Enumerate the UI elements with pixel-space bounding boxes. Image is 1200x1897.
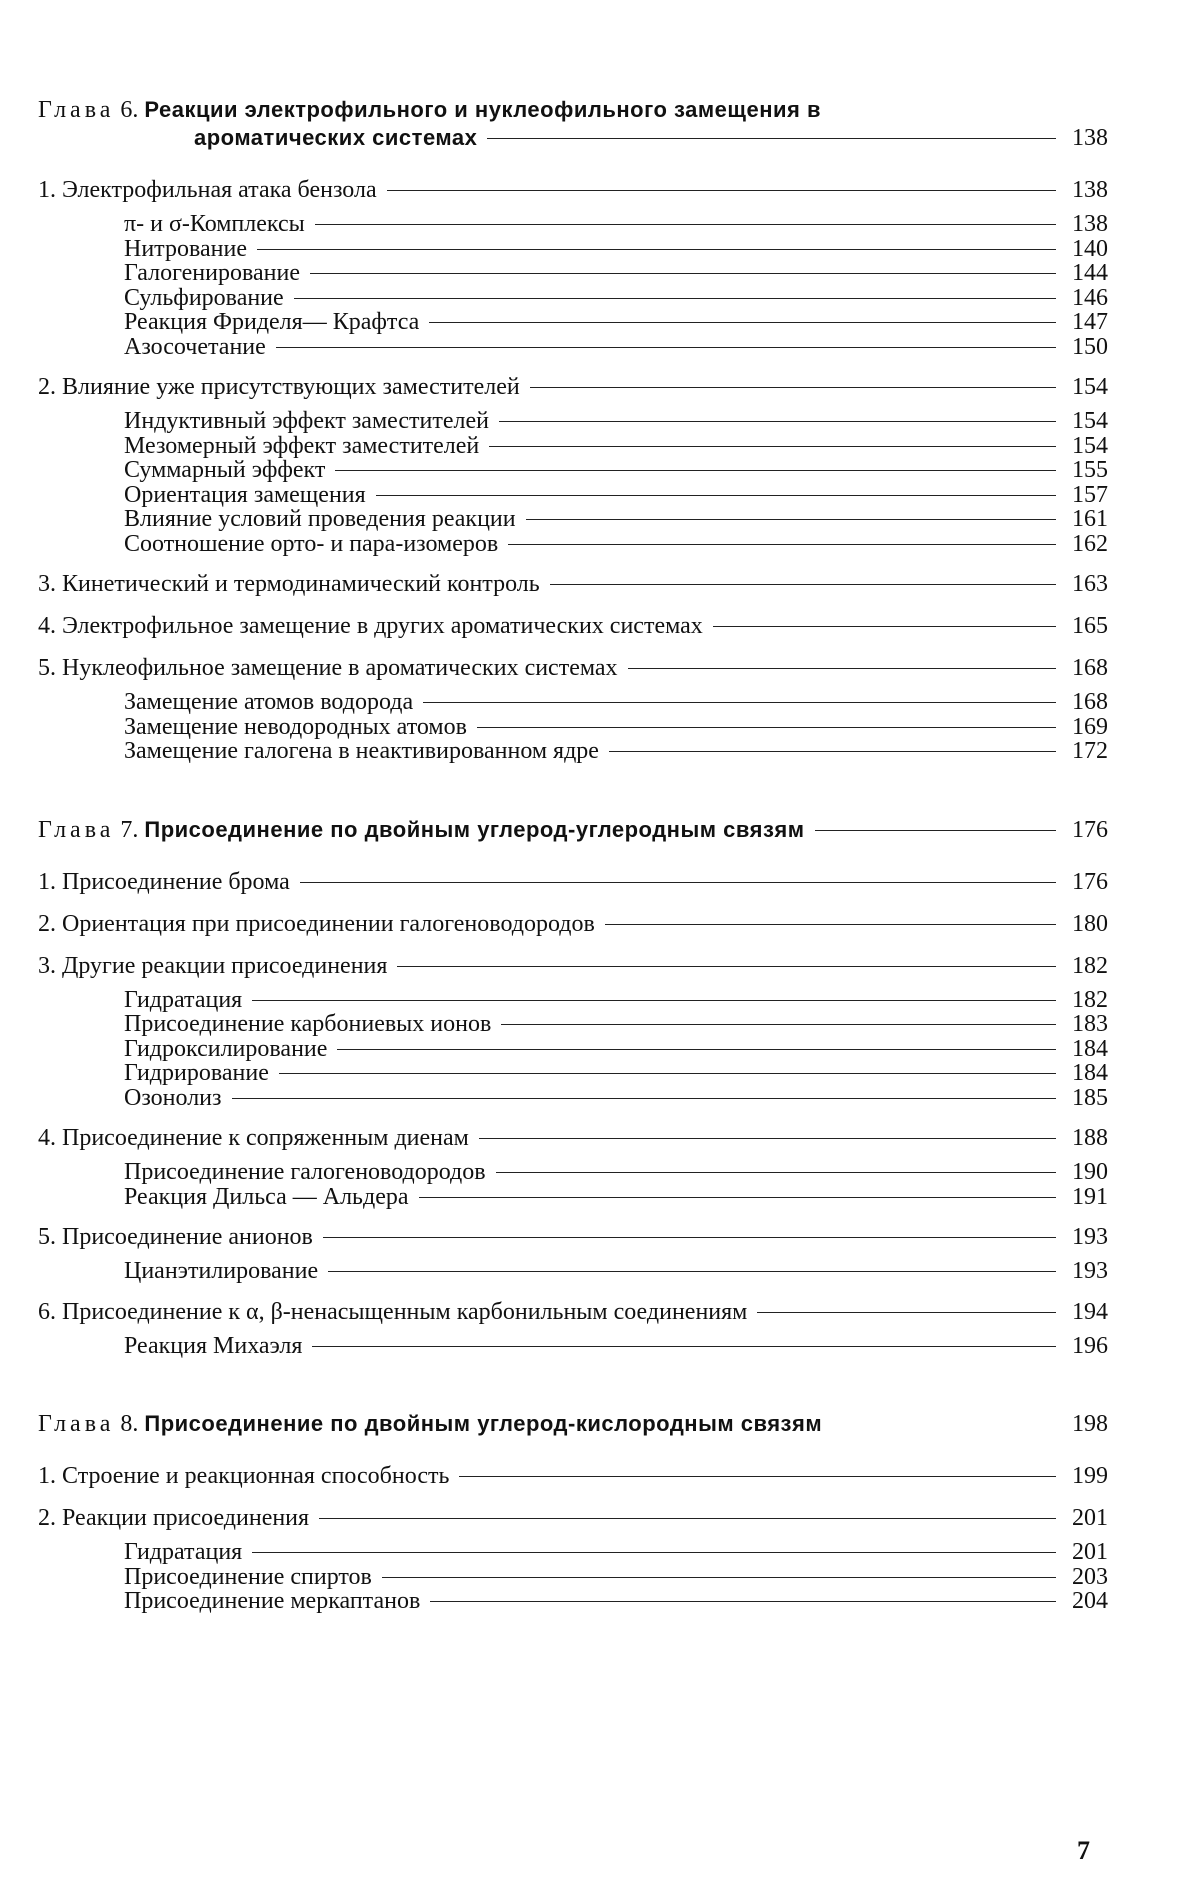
section-entry bbox=[38, 570, 1108, 598]
dotted-leader bbox=[815, 830, 1057, 831]
chapter-heading-line bbox=[38, 816, 1108, 844]
dotted-leader bbox=[252, 1552, 1056, 1553]
subsection-entry bbox=[124, 532, 1108, 557]
subsection-entry bbox=[124, 1061, 1108, 1086]
dotted-leader bbox=[328, 1271, 1056, 1272]
subsection-entry-page: 154 bbox=[1072, 432, 1108, 459]
subsection-entry-page: 183 bbox=[1072, 1011, 1108, 1037]
subsection-list bbox=[124, 212, 1108, 359]
subsection-entry-page: 150 bbox=[1072, 333, 1108, 360]
subsection-entry-title: Нитрование bbox=[124, 235, 247, 262]
subsection-entry bbox=[124, 1565, 1108, 1590]
dotted-leader bbox=[257, 249, 1056, 250]
dotted-leader bbox=[459, 1476, 1056, 1477]
dotted-leader bbox=[423, 702, 1056, 703]
chapter-spacer bbox=[38, 1358, 1108, 1402]
chapter-heading-text bbox=[38, 1410, 822, 1438]
subsection-entry-title: Гидратация bbox=[124, 1539, 243, 1565]
subsection-entry-page: 196 bbox=[1072, 1332, 1108, 1359]
table-of-contents bbox=[38, 96, 1108, 1614]
subsection-entry-title: Замещение неводородных атомов bbox=[124, 713, 467, 740]
dotted-leader bbox=[609, 751, 1056, 752]
subsection-entry-page: 140 bbox=[1072, 235, 1108, 262]
toc-section bbox=[38, 1124, 1108, 1209]
dotted-leader bbox=[294, 298, 1056, 299]
subsection-entry-title: Индуктивный эффект заместителей bbox=[124, 408, 489, 434]
chapter-heading-line bbox=[38, 96, 1108, 124]
subsection-entry bbox=[124, 988, 1108, 1013]
section-entry-title: 1. Электрофильная атака бензола bbox=[38, 177, 377, 203]
subsection-list bbox=[124, 1160, 1108, 1209]
subsection-entry-page: 138 bbox=[1072, 211, 1108, 237]
subsection-entry-title: Ориентация замещения bbox=[124, 481, 366, 508]
dotted-leader bbox=[499, 421, 1056, 422]
section-entry-title: 2. Ориентация при присоединении галогеноводородов bbox=[38, 910, 595, 937]
toc-section bbox=[38, 612, 1108, 640]
dotted-leader bbox=[489, 446, 1056, 447]
toc-section bbox=[38, 1298, 1108, 1359]
dotted-leader bbox=[429, 322, 1056, 323]
subsection-entry-title: Цианэтилирование bbox=[124, 1258, 319, 1284]
dotted-leader bbox=[300, 882, 1056, 883]
section-entry-title: 2. Влияние уже присутствующих заместителей bbox=[38, 374, 520, 400]
section-entry-page: 154 bbox=[1072, 374, 1108, 400]
section-entry-page: 163 bbox=[1072, 571, 1108, 597]
subsection-entry-title: Азосочетание bbox=[124, 333, 266, 360]
section-entry-title: 4. Присоединение к сопряженным диенам bbox=[38, 1125, 469, 1151]
subsection-entry-title: Соотношение орто- и пара-изомеров bbox=[124, 530, 499, 557]
section-entry-title: 3. Другие реакции присоединения bbox=[38, 952, 388, 979]
subsection-entry-title: Присоединение спиртов bbox=[124, 1563, 372, 1590]
subsection-entry-page: 168 bbox=[1072, 689, 1108, 715]
subsection-entry-page: 144 bbox=[1072, 260, 1108, 286]
toc-section bbox=[38, 176, 1108, 359]
dotted-leader bbox=[335, 470, 1056, 471]
dotted-leader bbox=[605, 924, 1056, 925]
subsection-entry bbox=[124, 237, 1108, 262]
subsection-entry-page: 162 bbox=[1072, 530, 1108, 557]
section-entry-page: 180 bbox=[1072, 910, 1108, 937]
dotted-leader bbox=[430, 1601, 1056, 1602]
section-entry-page: 165 bbox=[1072, 613, 1108, 639]
subsection-entry-title: Гидрирование bbox=[124, 1060, 269, 1086]
subsection-entry-title: Присоединение меркаптанов bbox=[124, 1588, 421, 1614]
chapter-heading-line bbox=[38, 124, 1108, 152]
dotted-leader bbox=[530, 387, 1056, 388]
subsection-entry-page: 191 bbox=[1072, 1183, 1108, 1210]
chapter-spacer bbox=[38, 764, 1108, 808]
section-entry bbox=[38, 654, 1108, 682]
subsection-entry-title: Реакция Фриделя— Крафтса bbox=[124, 309, 420, 335]
chapter-prefix: Глава bbox=[38, 97, 115, 123]
section-entry bbox=[38, 612, 1108, 640]
section-entry-page: 182 bbox=[1072, 952, 1108, 979]
dotted-leader bbox=[323, 1237, 1056, 1238]
subsection-entry-page: 184 bbox=[1072, 1035, 1108, 1062]
subsection-entry bbox=[124, 1540, 1108, 1565]
subsection-entry-title: Реакция Дильса — Альдера bbox=[124, 1183, 409, 1210]
chapter-heading-text bbox=[38, 816, 805, 844]
subsection-entry-title: Присоединение галогеноводородов bbox=[124, 1159, 486, 1185]
section-entry bbox=[38, 952, 1108, 980]
subsection-list bbox=[124, 1334, 1108, 1359]
chapter-heading-line bbox=[38, 1410, 1108, 1438]
subsection-entry-page: 184 bbox=[1072, 1060, 1108, 1086]
dotted-leader bbox=[319, 1518, 1056, 1519]
subsection-entry bbox=[124, 1185, 1108, 1210]
section-entry bbox=[38, 1298, 1108, 1326]
subsection-entry-page: 185 bbox=[1072, 1084, 1108, 1111]
section-entry bbox=[38, 1223, 1108, 1251]
subsection-entry bbox=[124, 1037, 1108, 1062]
section-entry bbox=[38, 176, 1108, 204]
subsection-entry-title: Реакция Михаэля bbox=[124, 1332, 303, 1359]
dotted-leader bbox=[276, 347, 1056, 348]
chapter-title-cont: ароматических системах bbox=[194, 125, 478, 150]
chapter-page: 176 bbox=[1072, 816, 1108, 843]
subsection-entry-page: 161 bbox=[1072, 506, 1108, 532]
chapter-prefix: Глава bbox=[38, 1411, 115, 1437]
section-entry-title: 1. Строение и реакционная способность bbox=[38, 1463, 450, 1489]
subsection-entry-title: Влияние условий проведения реакции bbox=[124, 506, 516, 532]
dotted-leader bbox=[477, 727, 1056, 728]
dotted-leader bbox=[232, 1098, 1057, 1099]
section-entry bbox=[38, 868, 1108, 896]
subsection-entry-title: Гидратация bbox=[124, 986, 243, 1013]
dotted-leader bbox=[479, 1138, 1056, 1139]
chapter-prefix: Глава bbox=[38, 816, 115, 843]
subsection-entry bbox=[124, 335, 1108, 360]
subsection-entry-page: 182 bbox=[1072, 986, 1108, 1013]
section-entry bbox=[38, 910, 1108, 938]
subsection-entry-title: Замещение галогена в неактивированном ядре bbox=[124, 738, 599, 764]
section-entry-title: 5. Нуклеофильное замещение в ароматических системах bbox=[38, 655, 618, 681]
dotted-leader bbox=[397, 966, 1056, 967]
section-entry-page: 168 bbox=[1072, 655, 1108, 681]
toc-section bbox=[38, 952, 1108, 1111]
chapter-title: Реакции электрофильного и нуклеофильного замещения в bbox=[144, 97, 821, 122]
subsection-entry-page: 157 bbox=[1072, 481, 1108, 508]
section-entry bbox=[38, 1462, 1108, 1490]
subsection-entry bbox=[124, 261, 1108, 286]
toc-section bbox=[38, 1504, 1108, 1614]
subsection-list bbox=[124, 409, 1108, 556]
chapter-heading bbox=[38, 816, 1108, 844]
dotted-leader bbox=[387, 190, 1056, 191]
subsection-list bbox=[124, 988, 1108, 1111]
page-number: 7 bbox=[1077, 1836, 1090, 1865]
section-entry bbox=[38, 1124, 1108, 1152]
section-entry-title: 2. Реакции присоединения bbox=[38, 1505, 310, 1531]
subsection-list bbox=[124, 1540, 1108, 1614]
section-entry-title: 3. Кинетический и термодинамический контроль bbox=[38, 571, 540, 597]
toc-section bbox=[38, 654, 1108, 764]
dotted-leader bbox=[337, 1049, 1056, 1050]
toc-section bbox=[38, 910, 1108, 938]
subsection-entry-title: π- и σ-Комплексы bbox=[124, 211, 305, 237]
chapter-number: 8. bbox=[120, 1411, 139, 1437]
subsection-entry bbox=[124, 690, 1108, 715]
subsection-list bbox=[124, 690, 1108, 764]
section-entry-page: 176 bbox=[1072, 868, 1108, 895]
chapter-heading bbox=[38, 1410, 1108, 1438]
dotted-leader bbox=[382, 1577, 1056, 1578]
section-entry-page: 201 bbox=[1072, 1505, 1108, 1531]
subsection-entry-title: Галогенирование bbox=[124, 260, 300, 286]
dotted-leader bbox=[526, 519, 1056, 520]
dotted-leader bbox=[312, 1346, 1056, 1347]
dotted-leader bbox=[487, 138, 1056, 139]
subsection-entry-page: 204 bbox=[1072, 1588, 1108, 1614]
chapter-number: 7. bbox=[120, 816, 139, 843]
subsection-entry-title: Мезомерный эффект заместителей bbox=[124, 432, 480, 459]
subsection-entry-page: 154 bbox=[1072, 408, 1108, 434]
subsection-entry-page: 190 bbox=[1072, 1159, 1108, 1185]
subsection-entry bbox=[124, 409, 1108, 434]
toc-section bbox=[38, 1223, 1108, 1284]
section-entry-page: 193 bbox=[1072, 1224, 1108, 1250]
subsection-entry-page: 203 bbox=[1072, 1563, 1108, 1590]
toc-section bbox=[38, 868, 1108, 896]
toc-section bbox=[38, 570, 1108, 598]
dotted-leader bbox=[252, 1000, 1056, 1001]
dotted-leader bbox=[550, 584, 1056, 585]
chapter-title: Присоединение по двойным углерод-углеродным связям bbox=[144, 816, 805, 842]
subsection-entry-page: 147 bbox=[1072, 309, 1108, 335]
subsection-entry-title: Замещение атомов водорода bbox=[124, 689, 414, 715]
chapter-page: 198 bbox=[1072, 1411, 1108, 1437]
subsection-entry-title: Сульфирование bbox=[124, 284, 284, 311]
dotted-leader bbox=[376, 495, 1056, 496]
subsection-list bbox=[124, 1259, 1108, 1284]
dotted-leader bbox=[496, 1172, 1056, 1173]
subsection-entry-title: Суммарный эффект bbox=[124, 457, 326, 483]
subsection-entry bbox=[124, 286, 1108, 311]
section-entry-page: 199 bbox=[1072, 1463, 1108, 1489]
dotted-leader bbox=[501, 1024, 1056, 1025]
toc-section bbox=[38, 373, 1108, 556]
subsection-entry bbox=[124, 715, 1108, 740]
subsection-entry-page: 169 bbox=[1072, 713, 1108, 740]
chapter-number: 6. bbox=[120, 97, 139, 123]
subsection-entry bbox=[124, 1259, 1108, 1284]
subsection-entry bbox=[124, 310, 1108, 335]
subsection-entry-title: Озонолиз bbox=[124, 1084, 222, 1111]
subsection-entry bbox=[124, 483, 1108, 508]
section-entry-page: 188 bbox=[1072, 1125, 1108, 1151]
section-entry-title: 5. Присоединение анионов bbox=[38, 1224, 313, 1250]
dotted-leader bbox=[419, 1197, 1056, 1198]
subsection-entry bbox=[124, 458, 1108, 483]
subsection-entry bbox=[124, 739, 1108, 764]
section-entry bbox=[38, 1504, 1108, 1532]
subsection-entry-page: 146 bbox=[1072, 284, 1108, 311]
chapter-page: 138 bbox=[1072, 125, 1108, 151]
subsection-entry-page: 155 bbox=[1072, 457, 1108, 483]
section-entry-title: 4. Электрофильное замещение в других ароматических системах bbox=[38, 613, 703, 639]
subsection-entry-page: 201 bbox=[1072, 1539, 1108, 1565]
toc-section bbox=[38, 1462, 1108, 1490]
section-entry bbox=[38, 373, 1108, 401]
subsection-entry bbox=[124, 1012, 1108, 1037]
section-entry-page: 194 bbox=[1072, 1298, 1108, 1325]
subsection-entry bbox=[124, 1589, 1108, 1614]
subsection-entry bbox=[124, 1086, 1108, 1111]
section-entry-title: 6. Присоединение к α, β-ненасыщенным карбонильным соединениям bbox=[38, 1298, 748, 1325]
dotted-leader bbox=[279, 1073, 1056, 1074]
subsection-entry-title: Присоединение карбониевых ионов bbox=[124, 1011, 492, 1037]
chapter-title: Присоединение по двойным углерод-кислородным связям bbox=[144, 1411, 823, 1436]
subsection-entry bbox=[124, 212, 1108, 237]
dotted-leader bbox=[628, 668, 1056, 669]
subsection-entry bbox=[124, 434, 1108, 459]
subsection-entry bbox=[124, 1334, 1108, 1359]
section-entry-page: 138 bbox=[1072, 177, 1108, 203]
dotted-leader bbox=[713, 626, 1056, 627]
subsection-entry-title: Гидроксилирование bbox=[124, 1035, 328, 1062]
chapter-heading bbox=[38, 96, 1108, 152]
dotted-leader bbox=[508, 544, 1056, 545]
dotted-leader bbox=[315, 224, 1056, 225]
subsection-entry bbox=[124, 1160, 1108, 1185]
subsection-entry-page: 193 bbox=[1072, 1258, 1108, 1284]
subsection-entry bbox=[124, 507, 1108, 532]
section-entry-title: 1. Присоединение брома bbox=[38, 868, 290, 895]
subsection-entry-page: 172 bbox=[1072, 738, 1108, 764]
dotted-leader bbox=[310, 273, 1056, 274]
dotted-leader bbox=[757, 1312, 1056, 1313]
